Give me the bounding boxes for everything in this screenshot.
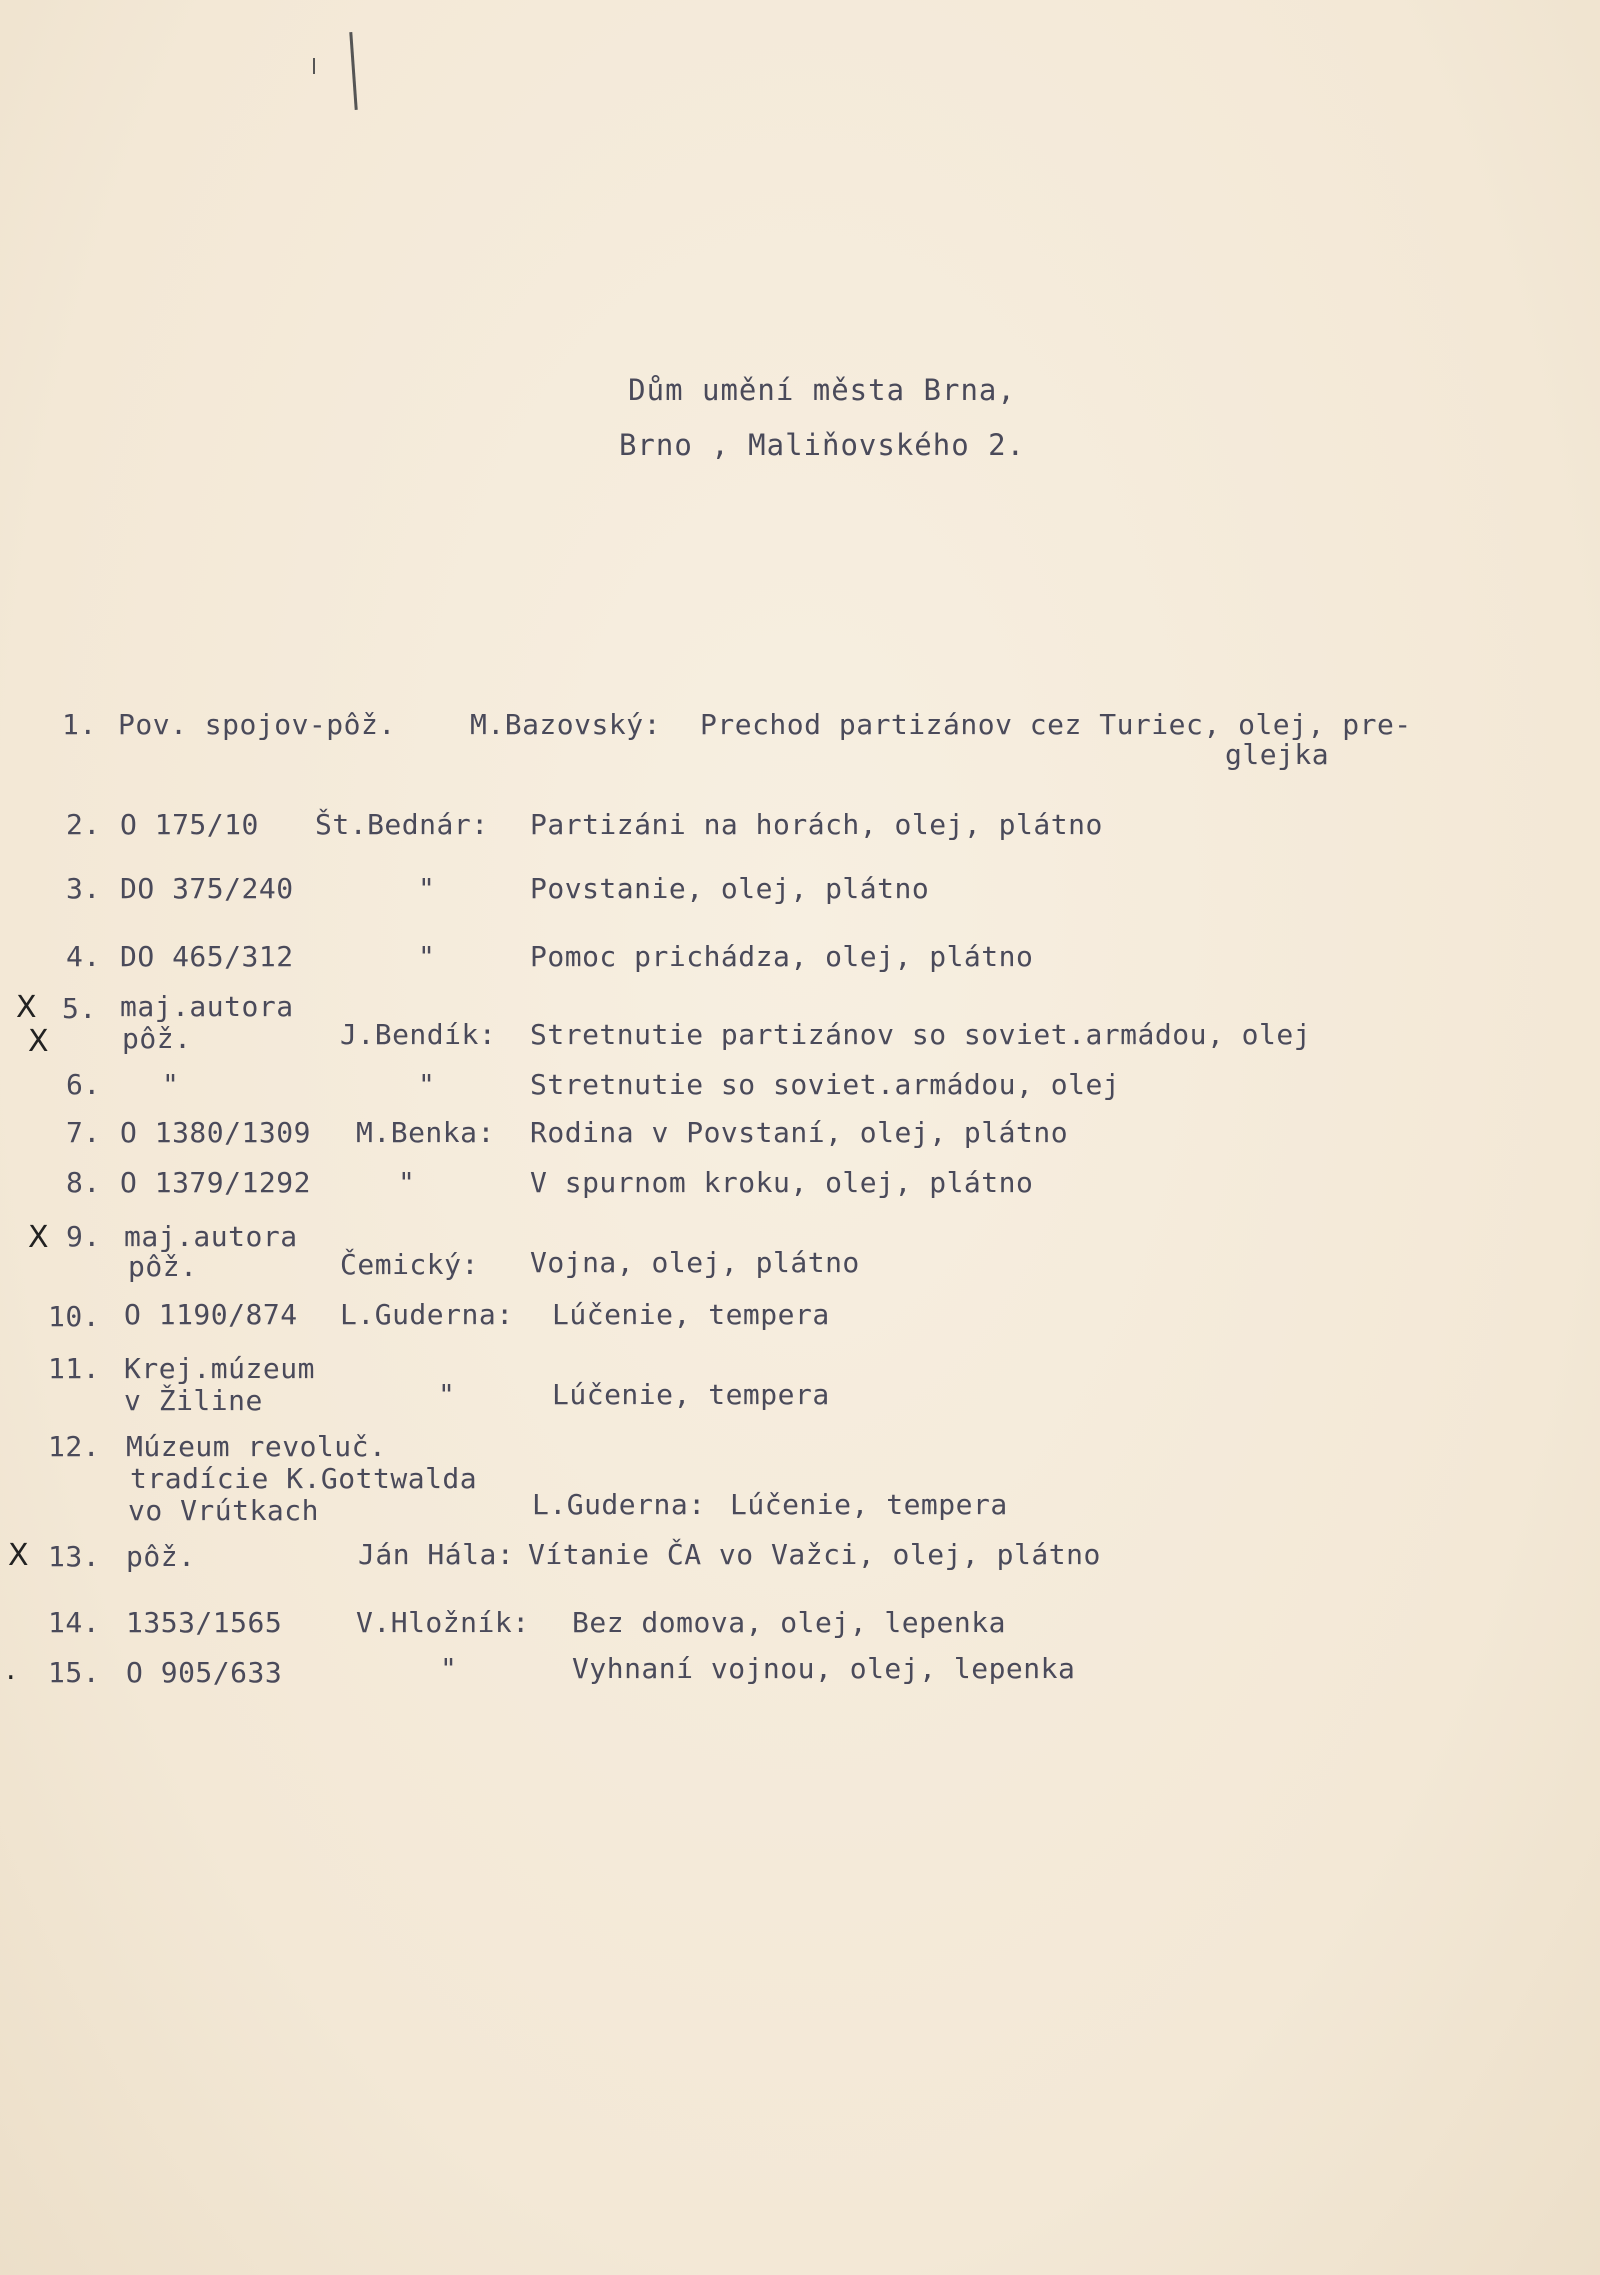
entry-author: " bbox=[398, 1166, 416, 1199]
entry-source: Krej.múzeum bbox=[124, 1352, 315, 1385]
entry-source-line-2: pôž. bbox=[128, 1250, 198, 1283]
entry-num: 4. bbox=[66, 940, 101, 973]
dot-mark: . bbox=[6, 1652, 16, 1687]
pen-stroke bbox=[313, 58, 315, 74]
entry-num: 7. bbox=[66, 1116, 101, 1149]
entry-work: Lúčenie, tempera bbox=[730, 1488, 1008, 1521]
entry-source: O 175/10 bbox=[120, 808, 259, 841]
entry-author: L.Guderna: bbox=[532, 1488, 706, 1521]
x-mark: X bbox=[16, 990, 37, 1025]
entry-source: Pov. spojov-pôž. bbox=[118, 708, 396, 741]
entry-work: Prechod partizánov cez Turiec, olej, pre- bbox=[700, 708, 1412, 741]
entry-num: 8. bbox=[66, 1166, 101, 1199]
entry-source: maj.autora bbox=[124, 1220, 298, 1253]
x-mark: X bbox=[28, 1220, 49, 1255]
entry-num: 11. bbox=[48, 1352, 101, 1385]
pen-stroke bbox=[349, 32, 357, 110]
entry-author: Čemický: bbox=[340, 1248, 479, 1281]
entry-num: 1. bbox=[62, 708, 97, 741]
entry-source: 1353/1565 bbox=[126, 1606, 283, 1639]
entry-source: pôž. bbox=[126, 1540, 196, 1573]
entry-work: V spurnom kroku, olej, plátno bbox=[530, 1166, 1034, 1199]
entry-source: O 1379/1292 bbox=[120, 1166, 311, 1199]
entry-work: Partizáni na horách, olej, plátno bbox=[530, 808, 1103, 841]
entry-num: 10. bbox=[48, 1300, 101, 1333]
x-mark: X bbox=[8, 1538, 29, 1573]
entry-author: " bbox=[438, 1378, 456, 1411]
entry-source: DO 465/312 bbox=[120, 940, 294, 973]
entry-source-line-2: v Žiline bbox=[124, 1384, 263, 1417]
entry-source: O 1190/874 bbox=[124, 1298, 298, 1331]
entry-source: DO 375/240 bbox=[120, 872, 294, 905]
entry-author: " bbox=[418, 1068, 436, 1101]
entry-author: Št.Bednár: bbox=[315, 808, 489, 841]
entry-author: " bbox=[418, 940, 436, 973]
entry-num: 9. bbox=[66, 1220, 101, 1253]
entry-num: 14. bbox=[48, 1606, 101, 1639]
entry-work: Rodina v Povstaní, olej, plátno bbox=[530, 1116, 1069, 1149]
entry-source-line-2: tradície K.Gottwalda bbox=[130, 1462, 478, 1495]
entry-num: 12. bbox=[48, 1430, 101, 1463]
entry-work: Stretnutie so soviet.armádou, olej bbox=[530, 1068, 1121, 1101]
entry-work: Vyhnaní vojnou, olej, lepenka bbox=[572, 1652, 1076, 1685]
header-line-1: Dům umění města Brna, bbox=[628, 373, 1016, 407]
entry-source: " bbox=[162, 1068, 180, 1101]
header-line-2: Brno , Maliňovského 2. bbox=[618, 428, 1026, 462]
x-mark: X bbox=[28, 1024, 49, 1059]
entry-work: Povstanie, olej, plátno bbox=[530, 872, 930, 905]
entry-author: " bbox=[418, 872, 436, 905]
entry-source-line-2: pôž. bbox=[122, 1022, 192, 1055]
entry-work: Bez domova, olej, lepenka bbox=[572, 1606, 1006, 1639]
entry-work: Lúčenie, tempera bbox=[552, 1298, 830, 1331]
entry-author: Ján Hála: bbox=[358, 1538, 515, 1571]
entry-work: Stretnutie partizánov so soviet.armádou, olej bbox=[530, 1018, 1312, 1051]
entry-work-continued: glejka bbox=[1225, 738, 1330, 771]
entry-num: 2. bbox=[66, 808, 101, 841]
entry-work: Vojna, olej, plátno bbox=[530, 1246, 860, 1279]
entry-source: O 1380/1309 bbox=[120, 1116, 311, 1149]
entry-num: 6. bbox=[66, 1068, 101, 1101]
entry-work: Pomoc prichádza, olej, plátno bbox=[530, 940, 1034, 973]
entry-author: M.Bazovský: bbox=[470, 708, 661, 741]
entry-num: 15. bbox=[48, 1656, 101, 1689]
entry-num: 5. bbox=[62, 992, 97, 1025]
entry-num: 3. bbox=[66, 872, 101, 905]
entry-work: Lúčenie, tempera bbox=[552, 1378, 830, 1411]
entry-author: L.Guderna: bbox=[340, 1298, 514, 1331]
entry-source: Múzeum revoluč. bbox=[126, 1430, 387, 1463]
entry-author: J.Bendík: bbox=[340, 1018, 497, 1051]
entry-author: " bbox=[440, 1652, 458, 1685]
entry-source: maj.autora bbox=[120, 990, 294, 1023]
entry-source-line-3: vo Vrútkach bbox=[128, 1494, 319, 1527]
entry-num: 13. bbox=[48, 1540, 101, 1573]
entry-author: V.Hložník: bbox=[356, 1606, 530, 1639]
entry-author: M.Benka: bbox=[356, 1116, 495, 1149]
entry-source: O 905/633 bbox=[126, 1656, 283, 1689]
entry-work: Vítanie ČA vo Važci, olej, plátno bbox=[528, 1538, 1101, 1571]
